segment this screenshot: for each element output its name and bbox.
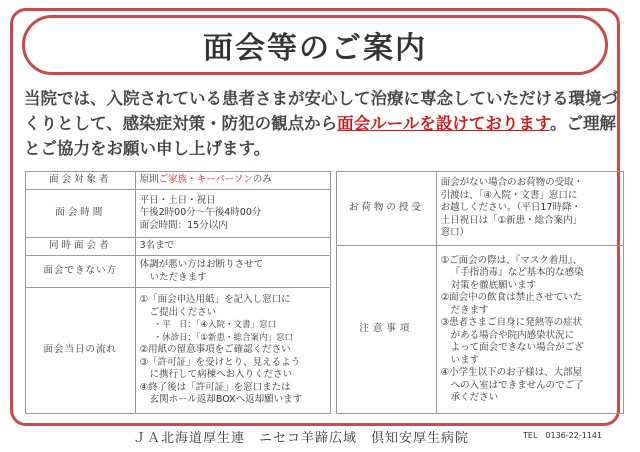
label-flow: 面会当日の流れ — [26, 288, 136, 414]
luggage-line: 引渡は、「④入院・文書」窓口に — [440, 189, 578, 201]
not-allowed-line: いただきます — [149, 271, 207, 283]
flow-line: ①「面会申込用紙」を記入し窓口に — [139, 294, 291, 306]
notes-line: ④小学生以下のお子様は、大部屋 — [440, 367, 583, 378]
flow-line: ④終了後は「許可証」を窓口または — [139, 381, 291, 393]
label-not-allowed: 面会できない方 — [26, 256, 136, 288]
flow-line: ②用紙の留意事項をご確認ください — [139, 344, 291, 356]
intro-part1: 当院では、入院されている患者さまが安心して治療に専念していただける環境づくりとして、感染症対策・防犯の観点から — [24, 89, 618, 133]
not-allowed-line: 体調が悪い方はお断りさせて — [139, 259, 264, 270]
intro-text — [24, 86, 620, 161]
left-info-table — [25, 171, 331, 414]
notes-line: ②面会中の飲食は禁止させていた — [440, 292, 583, 303]
value-flow — [135, 288, 330, 414]
notes-line: 対策を徹底願います — [450, 279, 537, 291]
table-row — [337, 172, 624, 246]
label-luggage: お荷物の授受 — [337, 172, 437, 246]
flow-line: ・休診日：「①新患・総合案内」窓口 — [153, 332, 293, 343]
flow-line: ご提出ください — [149, 306, 217, 318]
hours-line: 午後2時00分～午後4時00分 — [139, 207, 262, 219]
intro-part2: 。ご理解とご協力をお願い申し上げます。 — [24, 114, 617, 158]
hours-line: 平日・土日・祝日 — [139, 194, 216, 206]
flow-line: に携行して病棟へお入りください — [149, 369, 293, 381]
telephone: TEL 0136-22-1141 — [523, 431, 603, 440]
luggage-line: 窓口） — [440, 227, 470, 239]
intro-highlight: 面会ルールを設けております — [337, 114, 551, 133]
label-simultaneous: 同時面会者 — [26, 238, 136, 256]
notes-line: います — [450, 354, 480, 366]
table-row — [26, 288, 331, 414]
label-hours: 面会時間 — [26, 190, 136, 238]
value-visitors-red: ご家族・キーパーソン — [158, 174, 253, 186]
notes-line: 『手指消毒』など基本的な感染 — [450, 267, 584, 278]
value-luggage — [436, 172, 623, 246]
hospital-name: ＪＡ北海道厚生連 ニセコ羊蹄広域 倶知安厚生病院 — [133, 431, 470, 446]
notes-line: への入室はできませんのでご了 — [450, 379, 584, 391]
notes-line: 承ください — [450, 392, 499, 403]
right-info-table — [336, 171, 624, 414]
value-visitors-prefix: 原則 — [139, 174, 159, 186]
table-row — [26, 172, 331, 190]
flow-line: 玄関ホール返却BOXへ返却願います — [149, 394, 303, 406]
table-row — [337, 246, 624, 414]
value-notes — [436, 246, 623, 414]
value-visitors — [135, 172, 330, 190]
notes-line: がある場合や院内感染状況に — [450, 329, 575, 341]
notes-line: ①ご面会の際は、『マスク着用』、 — [440, 254, 583, 266]
notes-line: ③患者さまご自身に発熱等の症状 — [440, 317, 583, 328]
notes-line: だきます — [450, 304, 489, 316]
table-row — [26, 238, 331, 256]
luggage-line: 面会がない場合のお荷物の受取・ — [440, 177, 584, 189]
luggage-line: お越しください。（平日17時降・ — [440, 202, 581, 214]
value-simultaneous: 3名まで — [135, 238, 330, 256]
notes-line: よって面会できない場合がござ — [450, 342, 584, 353]
value-hours — [135, 190, 330, 238]
title-banner — [22, 15, 608, 75]
label-notes: 注意事項 — [337, 246, 437, 414]
table-row — [26, 190, 331, 238]
flow-line: ③「許可証」を受けとり、見えるよう — [139, 356, 301, 368]
table-row — [26, 256, 331, 288]
label-visitors: 面会対象者 — [26, 172, 136, 190]
footer — [0, 427, 640, 447]
hours-line: 面会時間：15分以内 — [139, 219, 228, 231]
value-visitors-suffix: のみ — [252, 174, 272, 186]
page-title: 面会等のご案内 — [203, 31, 427, 66]
luggage-line: 土日祝日は「①新患・総合案内」 — [440, 214, 583, 226]
value-not-allowed — [135, 256, 330, 288]
flow-line: ・平 日：「④入院・文書」窓口 — [153, 320, 276, 331]
